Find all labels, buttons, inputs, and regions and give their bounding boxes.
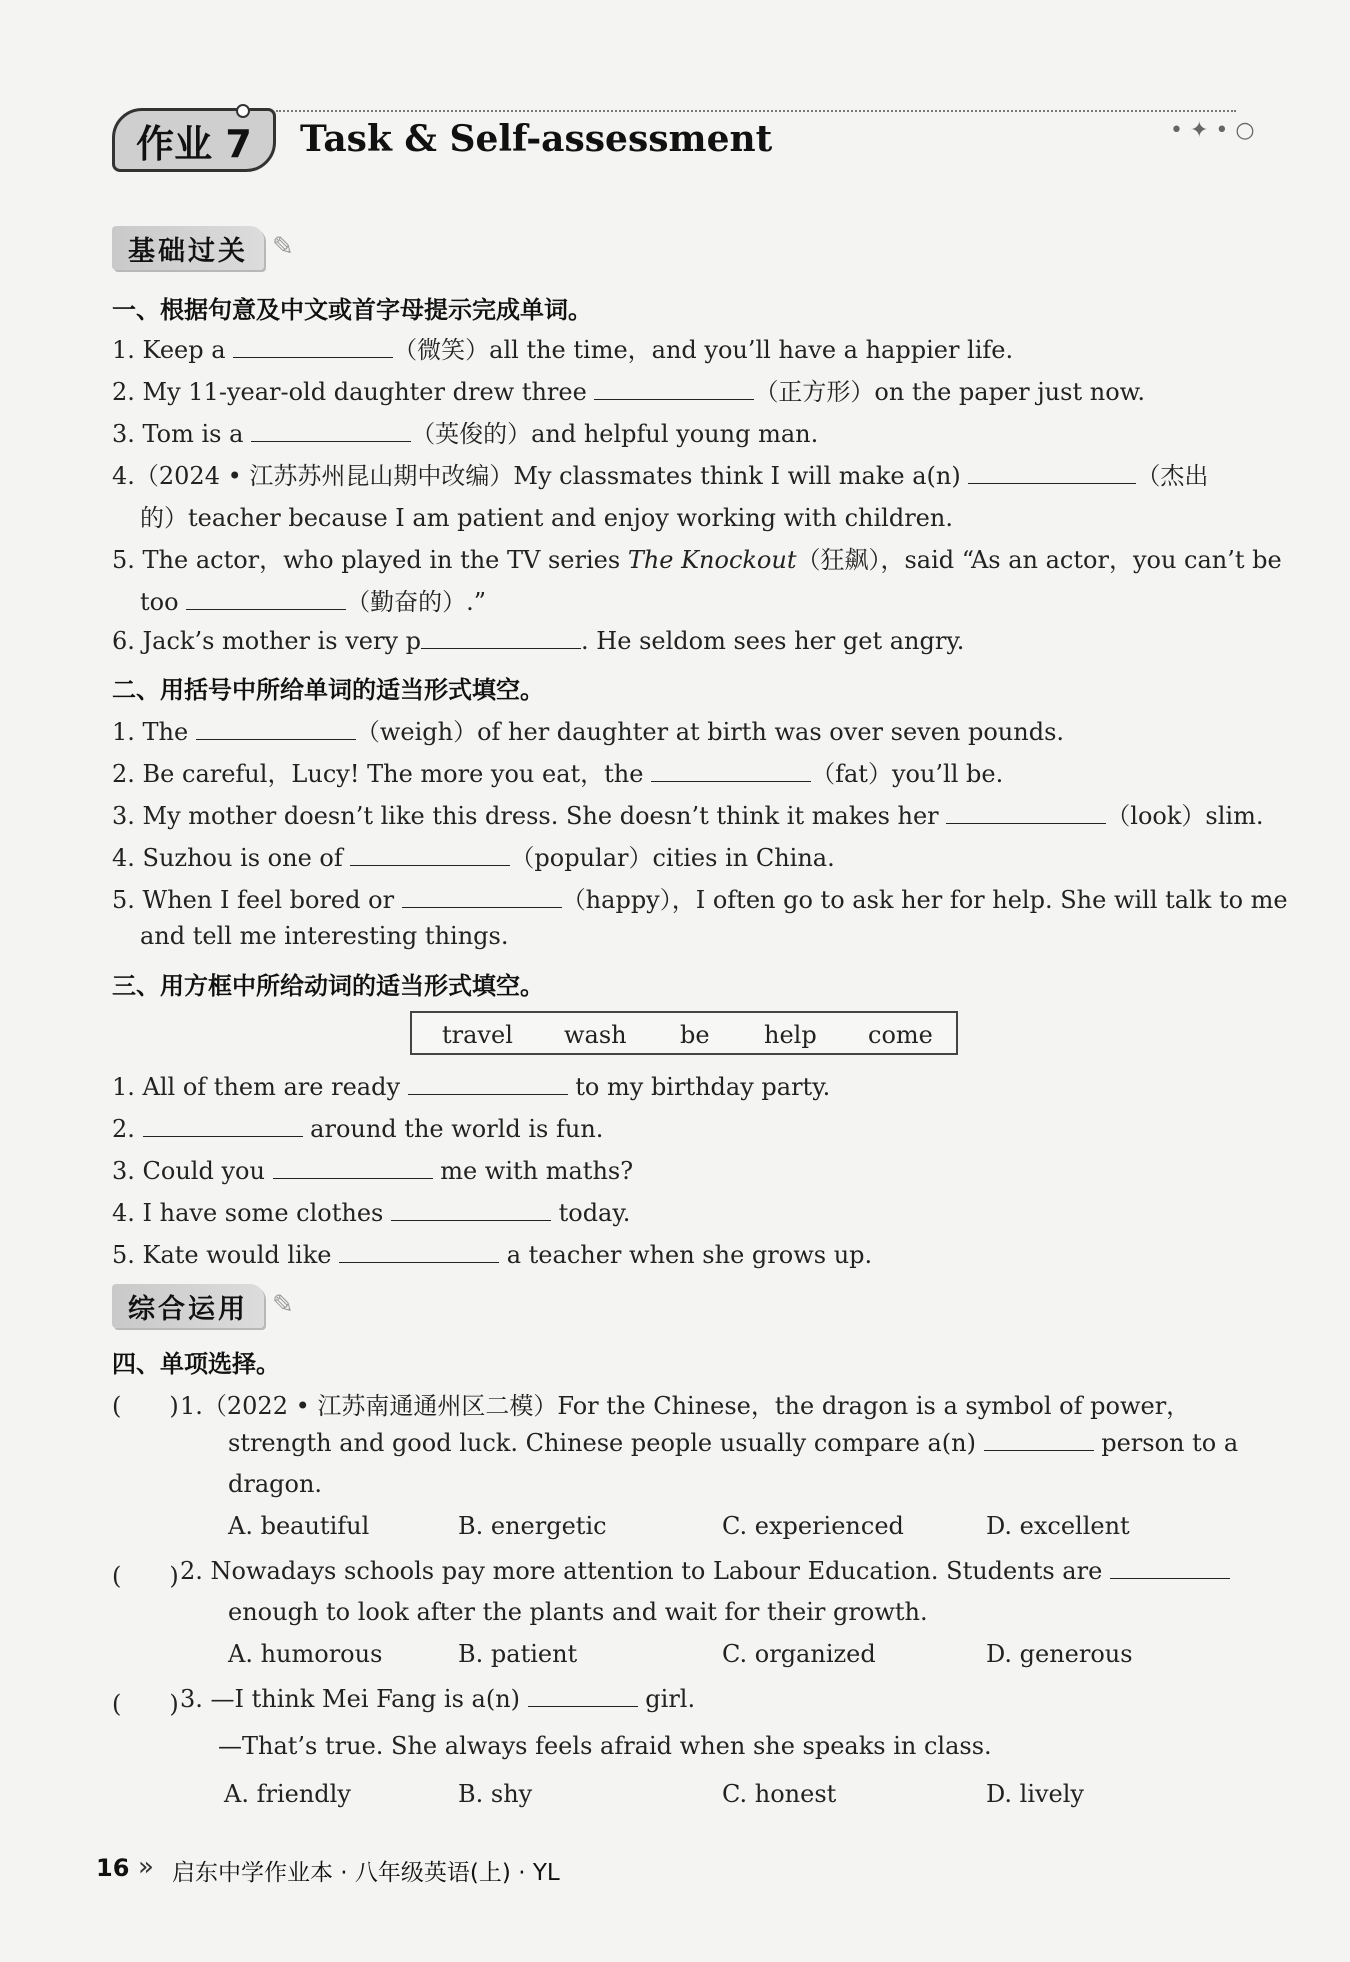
option-c[interactable]: C. organized (722, 1640, 876, 1668)
word-travel: travel (442, 1021, 513, 1049)
answer-blank[interactable] (968, 461, 1136, 484)
answer-blank[interactable] (273, 1156, 433, 1179)
book-title: 启东中学作业本 · 八年级英语(上) · YL (172, 1860, 560, 1886)
answer-blank[interactable] (1110, 1556, 1230, 1579)
part4-q2: 2. Nowadays schools pay more attention to Labour Education. Students are (180, 1556, 1230, 1585)
answer-blank[interactable] (421, 626, 581, 649)
part3-q4: 4. I have some clothes today. (112, 1199, 631, 1227)
answer-blank[interactable] (251, 419, 411, 442)
part1-q1: 1. Keep a （微笑）all the time，and you’ll have a happier life. (112, 336, 1014, 364)
answer-blank[interactable] (651, 759, 811, 782)
part1-q4: 4.（2024 • 江苏苏州昆山期中改编）My classmates think I will make a(n) （杰出 (112, 462, 1209, 490)
part1-heading: 一、根据句意及中文或首字母提示完成单词。 (112, 296, 592, 324)
part2-heading: 二、用括号中所给单词的适当形式填空。 (112, 676, 544, 704)
pencil-icon: ✎ (272, 232, 294, 262)
part4-q1-cont2: dragon. (228, 1470, 323, 1498)
answer-blank[interactable] (946, 801, 1106, 824)
answer-blank[interactable] (186, 587, 346, 610)
page-number: 16 (96, 1854, 130, 1882)
answer-blank[interactable] (402, 885, 562, 908)
section-tag-basic: 基础过关 (112, 226, 264, 270)
part1-q2: 2. My 11-year-old daughter drew three （正方形）on the paper just now. (112, 378, 1145, 406)
answer-blank[interactable] (528, 1684, 638, 1707)
part2-q5: 5. When I feel bored or （happy），I often go to ask her for help. She will talk to me (112, 886, 1288, 914)
answer-blank[interactable] (233, 335, 393, 358)
part4-q3: 3. —I think Mei Fang is a(n) girl. (180, 1685, 696, 1713)
answer-paren[interactable]: ( ) (112, 1392, 179, 1420)
option-a[interactable]: A. beautiful (228, 1512, 370, 1540)
answer-blank[interactable] (594, 377, 754, 400)
answer-blank[interactable] (391, 1198, 551, 1221)
header-dotted-line (276, 110, 1236, 112)
part3-q3: 3. Could you me with maths? (112, 1157, 634, 1185)
word-come: come (868, 1021, 933, 1049)
part2-q5-cont: and tell me interesting things. (140, 922, 509, 950)
answer-blank[interactable] (143, 1114, 303, 1137)
part3-q2: 2. around the world is fun. (112, 1115, 604, 1143)
sparkle-icon: • ✦ • ○ (1170, 118, 1255, 143)
option-a[interactable]: A. friendly (224, 1780, 351, 1808)
word-be: be (680, 1021, 710, 1049)
part1-q3: 3. Tom is a （英俊的）and helpful young man. (112, 420, 819, 448)
badge-dot-icon (236, 104, 250, 118)
word-box (410, 1011, 958, 1055)
part4-q1-cont: strength and good luck. Chinese people usually compare a(n) person to a (228, 1429, 1239, 1457)
part4-q2-cont: enough to look after the plants and wait for their growth. (228, 1598, 928, 1626)
part1-q5-cont: too （勤奋的）.” (140, 588, 487, 616)
part2-q4: 4. Suzhou is one of （popular）cities in China. (112, 844, 835, 872)
assignment-badge: 作业 7 (112, 108, 276, 172)
word-help: help (764, 1021, 817, 1049)
answer-blank[interactable] (339, 1240, 499, 1263)
part2-q1: 1. The （weigh）of her daughter at birth was over seven pounds. (112, 718, 1065, 746)
option-d[interactable]: D. generous (986, 1640, 1133, 1668)
part4-q1: 1.（2022 • 江苏南通通州区二模）For the Chinese，the dragon is a symbol of power， (180, 1392, 1191, 1420)
part1-q5: 5. The actor，who played in the TV series The Knockout（狂飙），said “As an actor，you can’t be (112, 546, 1282, 574)
part4-q3-cont: —That’s true. She always feels afraid when she speaks in class. (218, 1732, 992, 1760)
part1-q4-cont: 的）teacher because I am patient and enjoy working with children. (140, 504, 953, 532)
answer-blank[interactable] (196, 717, 356, 740)
option-b[interactable]: B. patient (458, 1640, 578, 1668)
part2-q3: 3. My mother doesn’t like this dress. She doesn’t think it makes her （look）slim. (112, 802, 1264, 830)
answer-blank[interactable] (350, 843, 510, 866)
answer-blank[interactable] (984, 1428, 1094, 1451)
sparkle-pen-icon: ✎ (272, 1290, 294, 1320)
option-c[interactable]: C. honest (722, 1780, 837, 1808)
option-d[interactable]: D. excellent (986, 1512, 1130, 1540)
part4-heading: 四、单项选择。 (112, 1350, 280, 1378)
answer-paren[interactable]: ( ) (112, 1562, 179, 1590)
option-a[interactable]: A. humorous (228, 1640, 383, 1668)
option-d[interactable]: D. lively (986, 1780, 1084, 1808)
option-b[interactable]: B. shy (458, 1780, 533, 1808)
part3-q5: 5. Kate would like a teacher when she grows up. (112, 1241, 873, 1269)
part3-heading: 三、用方框中所给动词的适当形式填空。 (112, 972, 544, 1000)
part1-q6: 6. Jack’s mother is very p . He seldom sees her get angry. (112, 627, 965, 655)
double-chevron-icon: » (138, 1852, 154, 1882)
part3-q1: 1. All of them are ready to my birthday party. (112, 1073, 831, 1101)
part2-q2: 2. Be careful，Lucy! The more you eat，the （fat）you’ll be. (112, 760, 1004, 788)
answer-paren[interactable]: ( ) (112, 1690, 179, 1718)
option-c[interactable]: C. experienced (722, 1512, 904, 1540)
option-b[interactable]: B. energetic (458, 1512, 607, 1540)
word-wash: wash (564, 1021, 627, 1049)
section-tag-comprehensive: 综合运用 (112, 1284, 264, 1328)
page-title: Task & Self-assessment (300, 118, 773, 160)
answer-blank[interactable] (408, 1072, 568, 1095)
